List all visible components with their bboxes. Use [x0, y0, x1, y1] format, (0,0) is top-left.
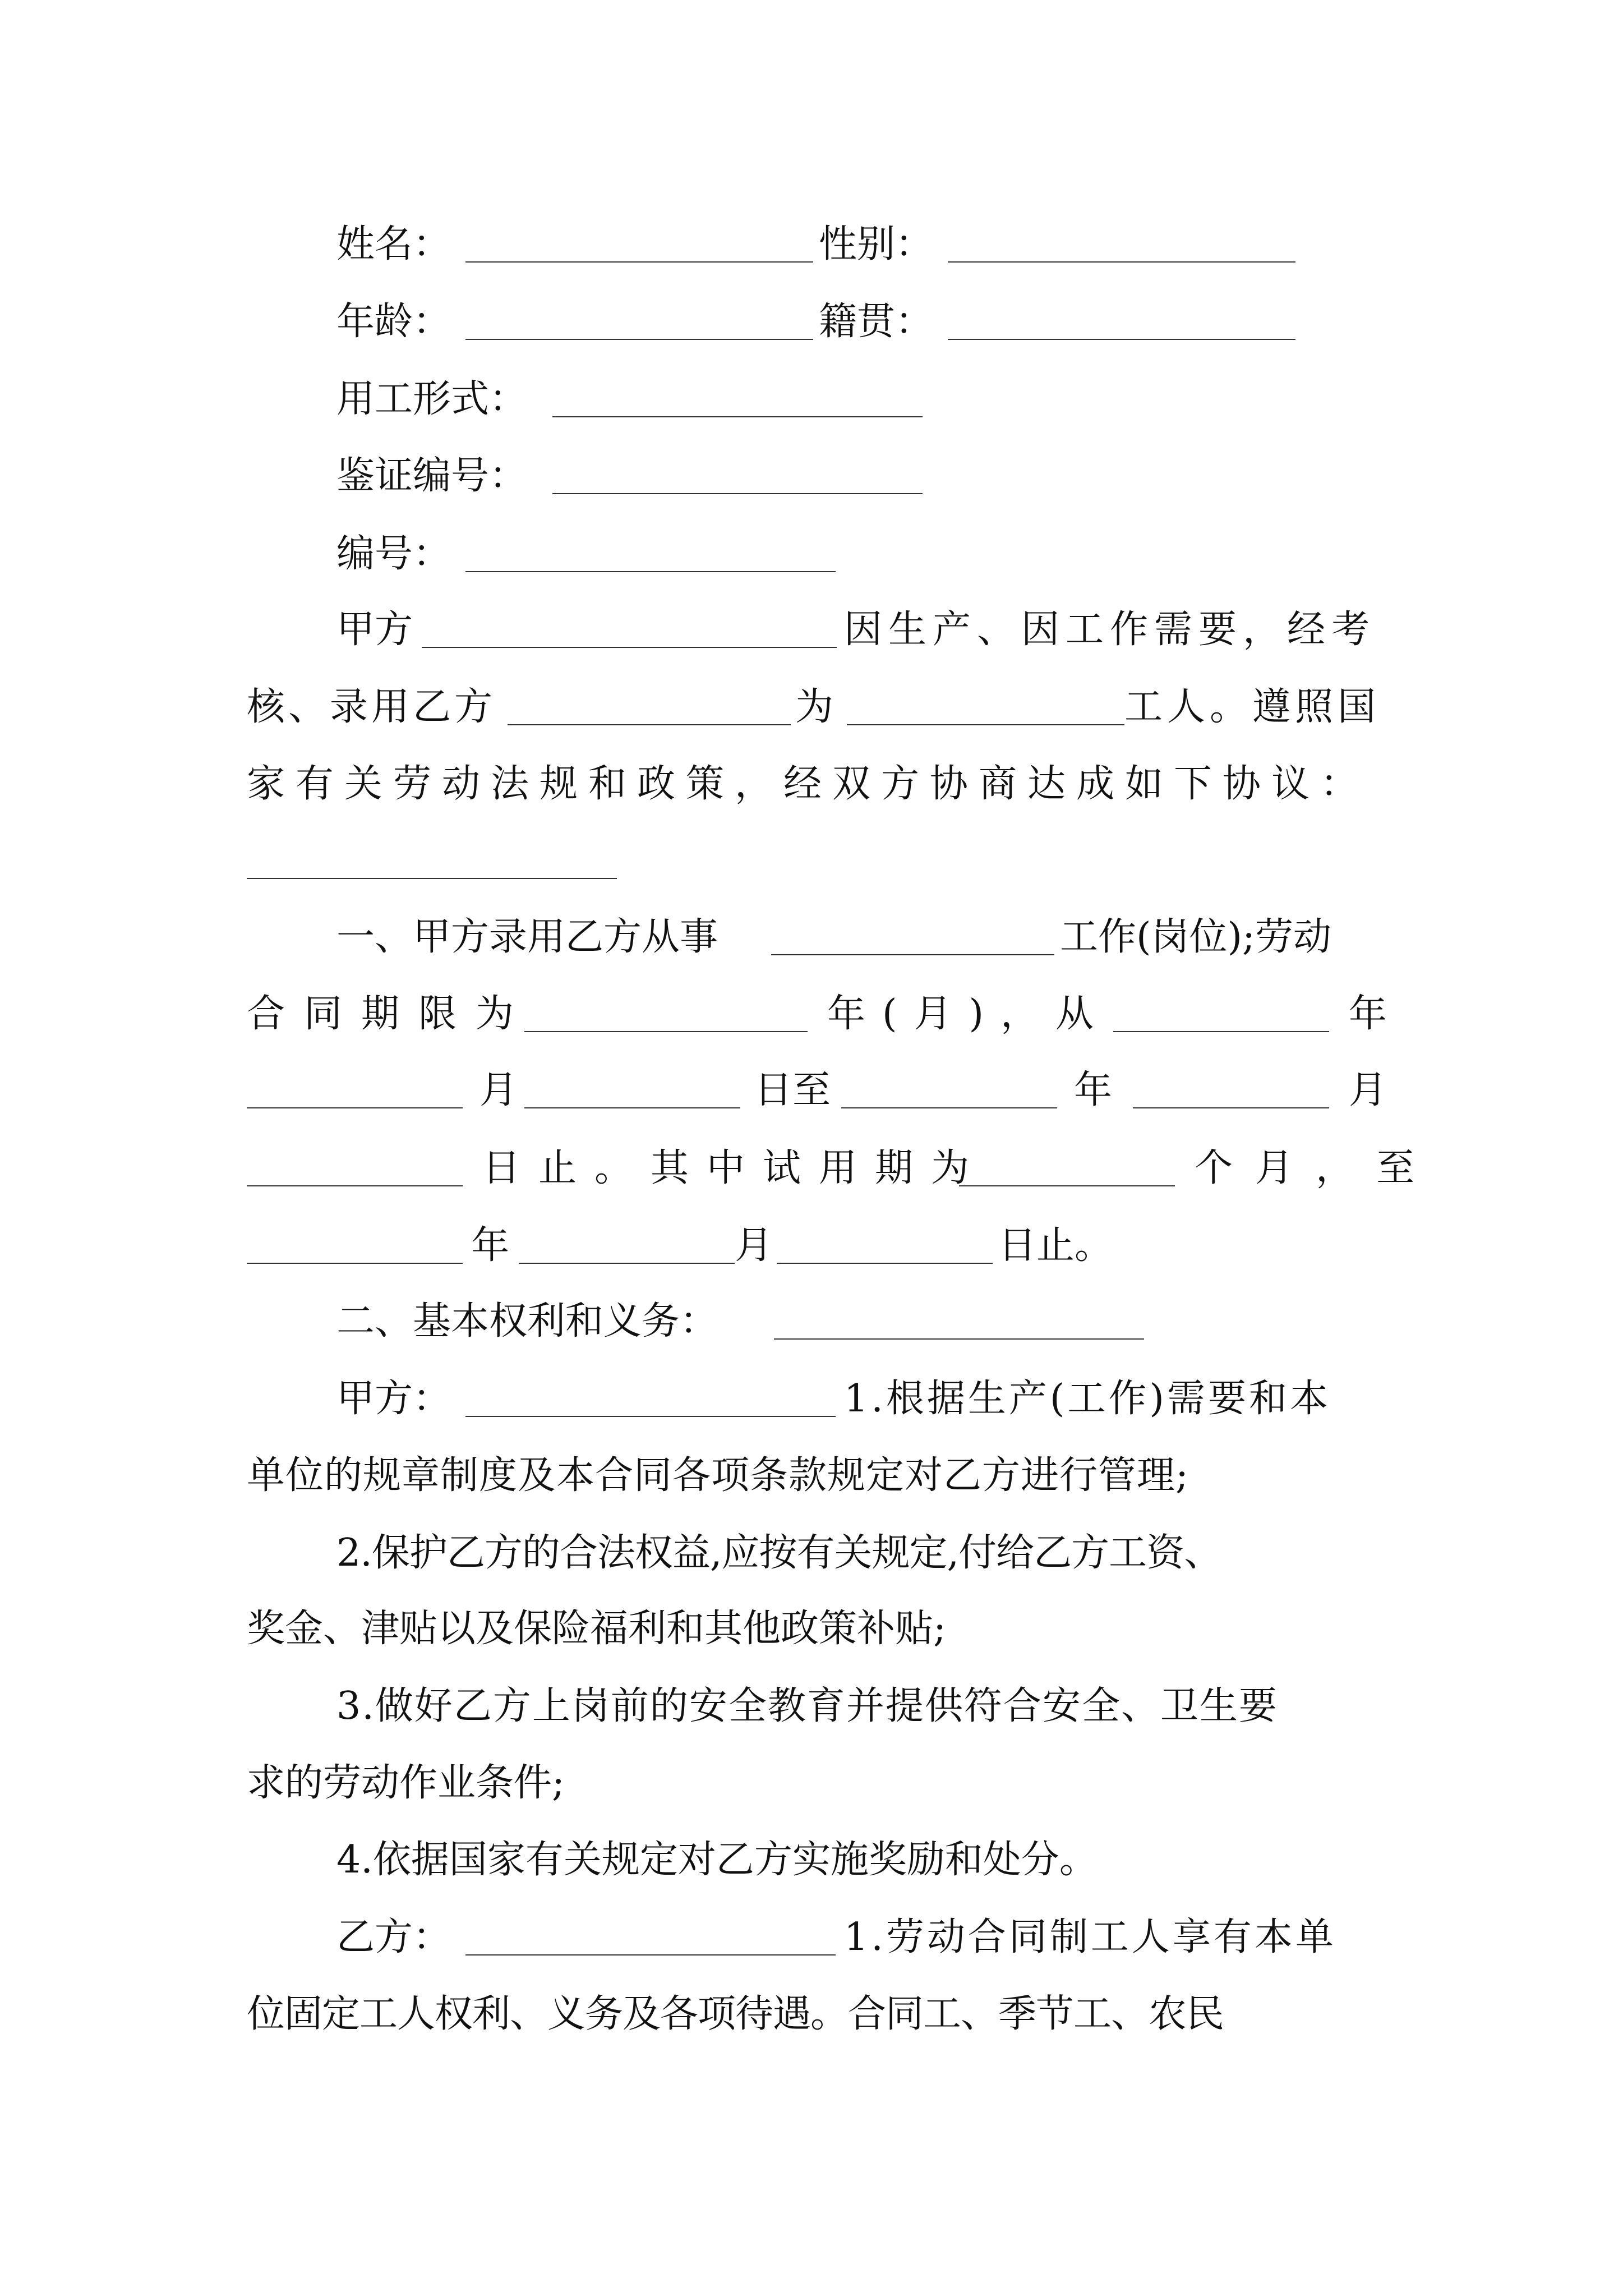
clause1-text: 工作(岗位);劳动: [1060, 915, 1331, 959]
party-a-duty-line-3: [0, 1527, 1623, 1579]
clause1-text: 日止。: [998, 1223, 1113, 1268]
verification-no-label: 鉴证编号：: [336, 454, 528, 498]
origin-blank[interactable]: [948, 339, 1295, 340]
preamble-text: 甲方: [336, 608, 413, 652]
clause1-text: 年: [1349, 992, 1387, 1036]
end-day-blank[interactable]: [247, 1185, 463, 1186]
verification-no-blank[interactable]: [552, 493, 923, 494]
party-a-name-blank[interactable]: [422, 647, 837, 648]
party-a-duty-text: 求的劳动作业条件;: [247, 1761, 565, 1805]
probation-month-blank[interactable]: [519, 1263, 735, 1264]
preamble-line-2: [0, 682, 1623, 733]
party-a-duty-text: 3.做好乙方上岗前的安全教育并提供符合安全、卫生要: [336, 1684, 1278, 1728]
age-label: 年龄：: [336, 300, 451, 344]
name-blank[interactable]: [465, 261, 813, 263]
employment-form-blank[interactable]: [552, 416, 923, 417]
verification-no-row: [0, 450, 1623, 502]
number-label: 编号：: [336, 532, 451, 576]
name-gender-row: [0, 219, 1623, 270]
clause1-text: 一、甲方录用乙方从事: [336, 915, 718, 959]
number-blank[interactable]: [465, 571, 836, 572]
preamble-text: 核、录用乙方: [247, 685, 496, 729]
preamble-text: 工人。遵照国: [1124, 685, 1381, 729]
clause2-heading: 二、基本权利和义务：: [336, 1299, 718, 1343]
party-b-duty-blank[interactable]: [465, 1954, 836, 1955]
rights-blank[interactable]: [774, 1338, 1144, 1340]
probation-day-blank[interactable]: [777, 1263, 993, 1264]
party-b-duty-text: 1.劳动合同制工人享有本单: [844, 1915, 1336, 1959]
party-b-duty-text: 位固定工人权利、义务及各项待遇。合同工、季节工、农民: [247, 1992, 1224, 2036]
party-a-duty-line-2: [0, 1450, 1623, 1502]
job-blank[interactable]: [771, 954, 1054, 955]
clause1-line-1: [0, 912, 1623, 963]
start-day-blank[interactable]: [524, 1107, 740, 1108]
employment-form-label: 用工形式：: [336, 377, 528, 421]
clause1-line-3: [0, 1065, 1623, 1116]
origin-label: 籍贯：: [819, 300, 934, 344]
employment-form-row: [0, 374, 1623, 425]
end-year-blank[interactable]: [841, 1107, 1057, 1108]
party-a-duty-text: 单位的规章制度及本合同各项条款规定对乙方进行管理;: [247, 1453, 1189, 1498]
gender-blank[interactable]: [948, 261, 1295, 263]
clause1-text: 年(月)，从: [827, 992, 1111, 1036]
preamble-text: 为: [795, 685, 834, 729]
party-b-duty-line-2: [0, 1989, 1623, 2040]
clause1-line-4: [0, 1143, 1623, 1194]
number-row: [0, 528, 1623, 580]
name-label: 姓名：: [336, 222, 451, 266]
clause1-line-2: [0, 988, 1623, 1040]
party-a-duty-line-1: [0, 1373, 1623, 1425]
party-a-duty-blank[interactable]: [465, 1416, 836, 1417]
worker-type-blank[interactable]: [847, 724, 1124, 725]
start-year-blank[interactable]: [1113, 1031, 1329, 1032]
party-b-name-blank[interactable]: [508, 724, 791, 725]
preamble-line-1: [0, 604, 1623, 656]
party-a-duty-line-4: [0, 1603, 1623, 1655]
probation-year-blank[interactable]: [247, 1263, 463, 1264]
party-a-duty-line-7: [0, 1834, 1623, 1886]
clause1-text: 年: [471, 1223, 510, 1268]
clause1-text: 合同期限为: [247, 992, 533, 1036]
preamble-line-3: [0, 758, 1623, 810]
clause1-text: 年: [1074, 1068, 1113, 1112]
clause1-text: 日止。其中试用期为: [482, 1146, 988, 1190]
clause1-line-5: [0, 1220, 1623, 1272]
term-blank[interactable]: [524, 1031, 808, 1032]
party-a-label: 甲方：: [336, 1377, 451, 1421]
start-month-blank[interactable]: [247, 1107, 463, 1108]
probation-months-blank[interactable]: [959, 1185, 1175, 1186]
gender-label: 性别：: [819, 222, 934, 266]
clause1-text: 日至: [754, 1068, 831, 1112]
party-a-duty-text: 2.保护乙方的合法权益,应按有关规定,付给乙方工资、: [336, 1531, 1222, 1575]
age-blank[interactable]: [465, 339, 813, 340]
party-a-duty-text: 奖金、津贴以及保险福利和其他政策补贴;: [247, 1607, 946, 1651]
party-b-duty-line-1: [0, 1912, 1623, 1963]
clause1-text: 个月，至: [1195, 1146, 1437, 1190]
preamble-text: 家有关劳动法规和政策，经双方协商达成如下协议：: [247, 762, 1370, 806]
agreement-blank[interactable]: [247, 878, 617, 879]
clause1-text: 月: [479, 1068, 518, 1112]
party-a-duty-line-6: [0, 1757, 1623, 1809]
party-b-label: 乙方：: [336, 1915, 451, 1959]
age-origin-row: [0, 296, 1623, 348]
clause2-heading-row: [0, 1296, 1623, 1347]
end-month-blank[interactable]: [1133, 1107, 1329, 1108]
party-a-duty-line-5: [0, 1681, 1623, 1732]
preamble-text: 因生产、因工作需要，经考: [844, 608, 1376, 652]
clause1-text: 月: [735, 1223, 773, 1268]
party-a-duty-text: 4.依据国家有关规定对乙方实施奖励和处分。: [336, 1838, 1098, 1882]
party-a-duty-text: 1.根据生产(工作)需要和本: [844, 1377, 1331, 1421]
clause1-text: 月: [1349, 1068, 1387, 1112]
